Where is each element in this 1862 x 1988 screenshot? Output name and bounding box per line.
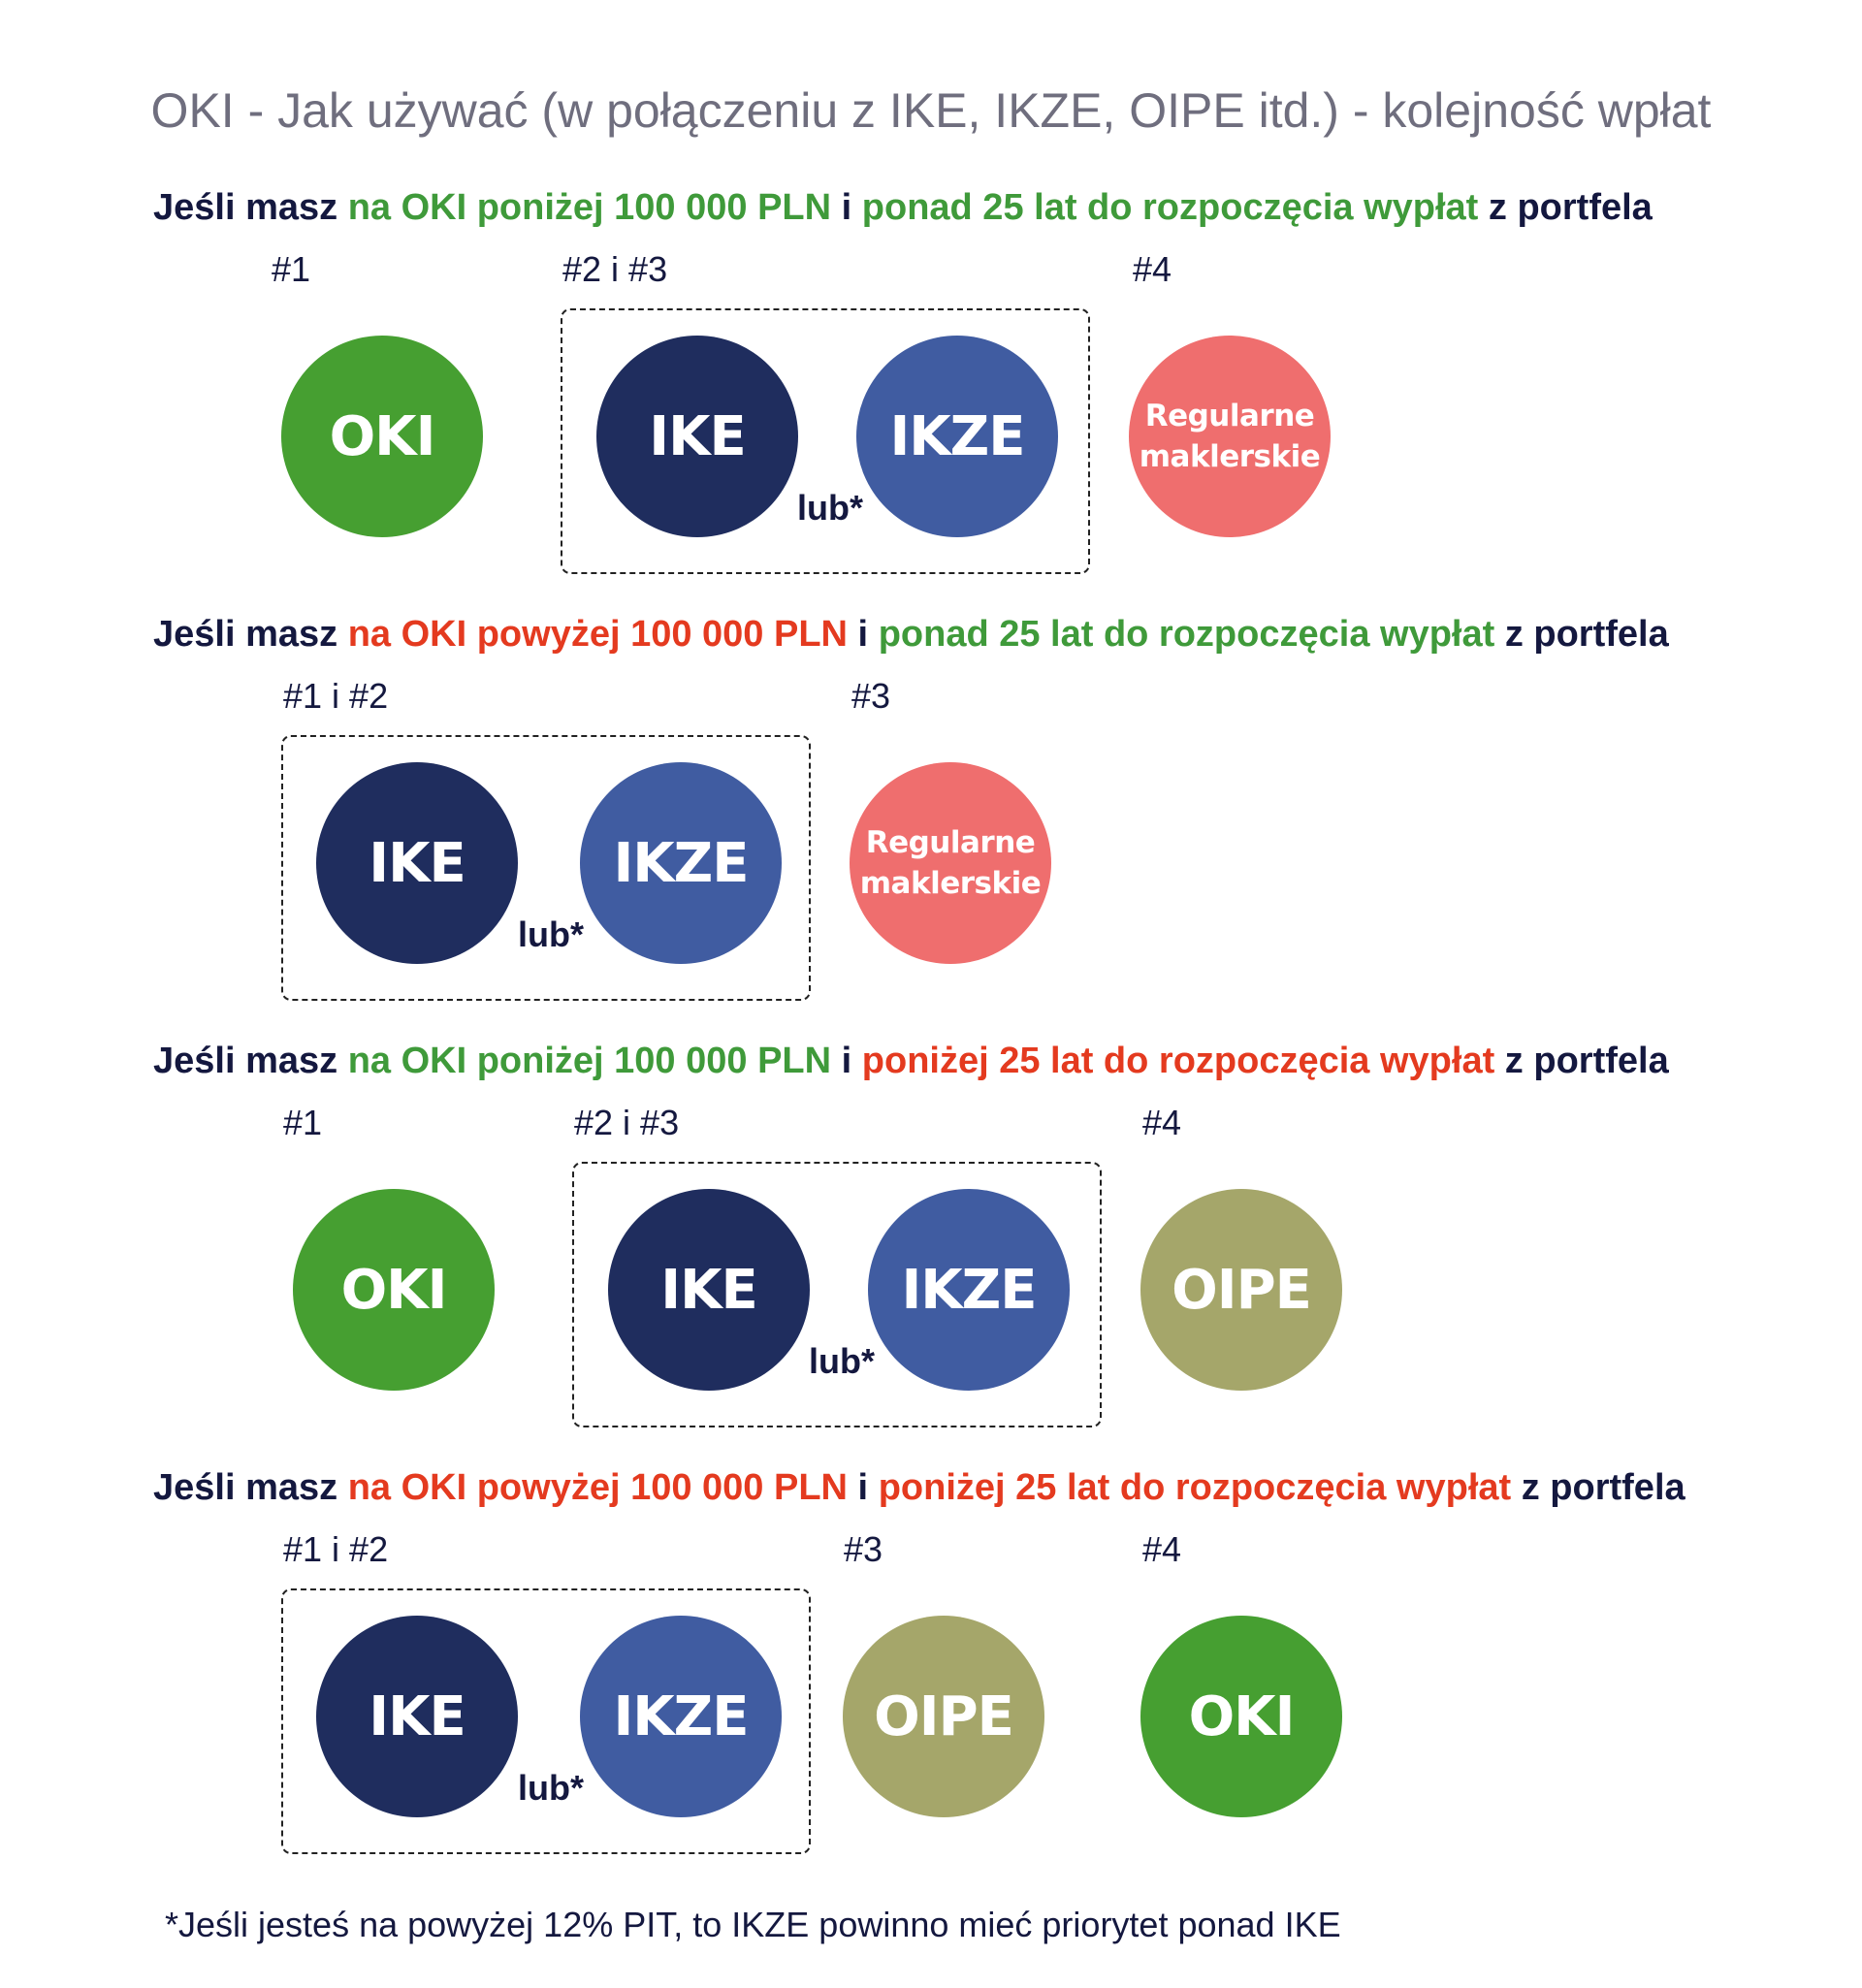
or-label: lub* xyxy=(518,914,584,954)
heading-part: ponad 25 lat do rozpoczęcia wypłat xyxy=(878,614,1495,655)
or-label: lub* xyxy=(809,1341,875,1381)
account-circle-oki: OKI xyxy=(281,336,483,537)
section-1-rank-label: #2 i #3 xyxy=(562,249,668,289)
section-3-heading xyxy=(153,1038,1669,1084)
account-circle-ikze: IKZE xyxy=(856,336,1058,537)
section-1-heading xyxy=(153,184,1653,231)
section-4-heading xyxy=(153,1464,1685,1511)
heading-part: z portfela xyxy=(1478,187,1653,228)
account-circle-ikze: IKZE xyxy=(868,1189,1070,1391)
section-4-rank-label: #3 xyxy=(844,1529,883,1569)
account-circle-ikze: IKZE xyxy=(580,1616,782,1817)
account-circle-regularne: Regularne maklerskie xyxy=(1129,336,1331,537)
heading-part: na OKI powyżej 100 000 PLN xyxy=(347,1467,848,1508)
heading-part: poniżej 25 lat do rozpoczęcia wypłat xyxy=(861,1041,1495,1081)
section-2-rank-label: #1 i #2 xyxy=(283,676,389,716)
account-circle-ike: IKE xyxy=(596,336,798,537)
account-circle-ike: IKE xyxy=(316,1616,518,1817)
section-1-rank-label: #1 xyxy=(272,249,311,289)
account-circle-ike: IKE xyxy=(608,1189,810,1391)
or-label: lub* xyxy=(797,488,863,528)
account-circle-oki: OKI xyxy=(293,1189,495,1391)
account-circle-regularne: Regularne maklerskie xyxy=(850,762,1051,964)
account-circle-ike: IKE xyxy=(316,762,518,964)
section-2-heading xyxy=(153,611,1669,657)
section-4-rank-label: #4 xyxy=(1142,1529,1182,1569)
account-circle-oki: OKI xyxy=(1140,1616,1342,1817)
section-3-rank-label: #4 xyxy=(1142,1103,1182,1142)
account-circle-ikze: IKZE xyxy=(580,762,782,964)
heading-part: Jeśli masz xyxy=(153,1041,348,1081)
section-1-rank-label: #4 xyxy=(1133,249,1172,289)
account-circle-oipe: OIPE xyxy=(1140,1189,1342,1391)
section-2-rank-label: #3 xyxy=(851,676,891,716)
heading-part: poniżej 25 lat do rozpoczęcia wypłat xyxy=(878,1467,1512,1508)
section-4-rank-label: #1 i #2 xyxy=(283,1529,389,1569)
heading-part: na OKI poniżej 100 000 PLN xyxy=(347,1041,832,1081)
heading-part: i xyxy=(848,614,879,655)
heading-part: ponad 25 lat do rozpoczęcia wypłat xyxy=(861,187,1479,228)
heading-part: Jeśli masz xyxy=(153,187,348,228)
heading-part: i xyxy=(848,1467,879,1508)
or-label: lub* xyxy=(518,1768,584,1808)
heading-part: z portfela xyxy=(1511,1467,1685,1508)
heading-part: na OKI powyżej 100 000 PLN xyxy=(347,614,848,655)
heading-part: Jeśli masz xyxy=(153,1467,348,1508)
heading-part: Jeśli masz xyxy=(153,614,348,655)
section-3-rank-label: #1 xyxy=(283,1103,323,1142)
heading-part: z portfela xyxy=(1494,614,1669,655)
heading-part: z portfela xyxy=(1494,1041,1669,1081)
heading-part: i xyxy=(831,187,862,228)
footnote: *Jeśli jesteś na powyżej 12% PIT, to IKZE powinno mieć priorytet ponad IKE xyxy=(165,1905,1341,1944)
heading-part: i xyxy=(831,1041,862,1081)
page-title: OKI - Jak używać (w połączeniu z IKE, IKZE, OIPE itd.) - kolejność wpłat xyxy=(150,83,1712,138)
account-circle-oipe: OIPE xyxy=(843,1616,1044,1817)
section-3-rank-label: #2 i #3 xyxy=(574,1103,680,1142)
heading-part: na OKI poniżej 100 000 PLN xyxy=(347,187,832,228)
